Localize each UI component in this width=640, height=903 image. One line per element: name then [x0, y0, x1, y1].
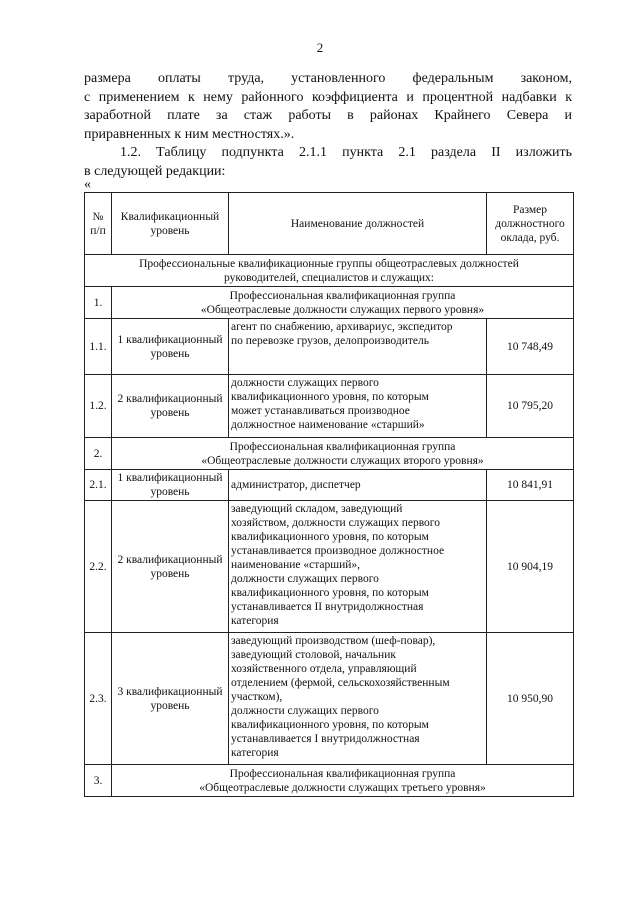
intro-line: заработной плате за стаж работы в районах Крайнего Севера и — [84, 108, 572, 123]
position-line: должности служащих первого — [231, 573, 379, 585]
position-line: участком), — [231, 691, 283, 703]
position-line: квалификационного уровня, по которым — [231, 391, 429, 403]
position-line: заведующий складом, заведующий — [231, 503, 403, 515]
row-level: 1 квалификационный уровень — [112, 319, 229, 375]
opening-quote: « — [84, 177, 91, 192]
group-title-line: «Общеотраслевые должности служащих третьего уровня» — [199, 781, 486, 794]
group-title-line: «Общеотраслевые должности служащих второго уровня» — [201, 454, 484, 467]
position-line: квалификационного уровня, по которым — [231, 531, 429, 543]
row-num: 2.2. — [85, 501, 112, 633]
group-num: 1. — [85, 287, 112, 319]
row-level: 2 квалификационный уровень — [112, 501, 229, 633]
group-title-line: Профессиональная квалификационная группа — [229, 440, 456, 453]
table-title-line: руководителей, специалистов и служащих: — [223, 271, 435, 284]
position-line: заведующий столовой, начальник — [231, 649, 396, 661]
header-num: № п/п — [85, 193, 112, 255]
position-line: квалификационного уровня, по которым — [231, 587, 429, 599]
row-salary: 10 950,90 — [487, 633, 574, 765]
row-positions — [229, 375, 487, 438]
positions-table — [84, 192, 574, 797]
table-row — [85, 633, 574, 765]
group-row — [85, 765, 574, 797]
position-line: администратор, диспетчер — [231, 479, 361, 491]
position-line: должностное наименование «старший» — [231, 419, 425, 431]
position-line: может устанавливаться производное — [231, 405, 410, 417]
group-title-line: «Общеотраслевые должности служащих первого уровня» — [200, 303, 485, 316]
group-title — [112, 438, 574, 470]
table-title-row — [85, 255, 574, 287]
table-row — [85, 319, 574, 375]
intro-line: с применением к нему районного коэффициента и процентной надбавки к — [84, 89, 572, 105]
position-line: категория — [231, 747, 279, 759]
row-num: 2.1. — [85, 470, 112, 501]
row-level: 3 квалификационный уровень — [112, 633, 229, 765]
position-line: должности служащих первого — [231, 377, 379, 389]
header-level: Квалификационный уровень — [112, 193, 229, 255]
position-line: хозяйством, должности служащих первого — [231, 517, 440, 529]
row-salary: 10 748,49 — [487, 319, 574, 375]
item-line: в следующей редакции: — [84, 163, 226, 179]
table-title-cell — [85, 255, 574, 287]
group-title-line: Профессиональная квалификационная группа — [229, 289, 456, 302]
row-num: 1.1. — [85, 319, 112, 375]
row-salary: 10 795,20 — [487, 375, 574, 438]
intro-line: приравненных к ним местностях.». — [84, 126, 295, 142]
row-salary: 10 904,19 — [487, 501, 574, 633]
table-row — [85, 470, 574, 501]
table-header-row — [85, 193, 574, 255]
position-line: должности служащих первого — [231, 705, 379, 717]
position-line: категория — [231, 615, 279, 627]
item-paragraph — [84, 144, 572, 181]
row-positions — [229, 501, 487, 633]
row-positions — [229, 319, 487, 375]
row-positions — [229, 470, 487, 501]
row-salary: 10 841,91 — [487, 470, 574, 501]
group-num: 3. — [85, 765, 112, 797]
position-line: устанавливается I внутридолжностная — [231, 733, 420, 745]
header-salary: Размер должностного оклада, руб. — [487, 193, 574, 255]
position-line: агент по снабжению, архивариус, экспедитор — [231, 321, 453, 333]
page-number: 2 — [316, 40, 324, 55]
group-title — [112, 765, 574, 797]
position-line: устанавливается II внутридолжностная — [231, 601, 424, 613]
position-line: заведующий производством (шеф-повар), — [231, 635, 436, 647]
table-row — [85, 375, 574, 438]
position-line: по перевозке грузов, делопроизводитель — [231, 335, 429, 347]
group-title-line: Профессиональная квалификационная группа — [229, 767, 456, 780]
group-row — [85, 287, 574, 319]
row-positions — [229, 633, 487, 765]
header-position: Наименование должностей — [229, 193, 487, 255]
intro-paragraph — [84, 70, 572, 144]
position-line: наименование «старший», — [231, 559, 361, 571]
group-row — [85, 438, 574, 470]
position-line: хозяйственного отдела, управляющий — [231, 663, 417, 675]
table-title-line: Профессиональные квалификационные группы общеотраслевых должностей — [139, 257, 519, 270]
row-num: 1.2. — [85, 375, 112, 438]
group-title — [112, 287, 574, 319]
position-line: квалификационного уровня, по которым — [231, 719, 429, 731]
group-num: 2. — [85, 438, 112, 470]
position-line: отделением (фермой, сельскохозяйственным — [231, 677, 450, 689]
intro-line: размера оплаты труда, установленного федеральным законом, — [84, 71, 572, 86]
item-line: 1.2. Таблицу подпункта 2.1.1 пункта 2.1 раздела II изложить — [120, 145, 572, 160]
row-level: 2 квалификационный уровень — [112, 375, 229, 438]
position-line: устанавливается производное должностное — [231, 545, 445, 557]
row-level: 1 квалификационный уровень — [112, 470, 229, 501]
table-row — [85, 501, 574, 633]
row-num: 2.3. — [85, 633, 112, 765]
